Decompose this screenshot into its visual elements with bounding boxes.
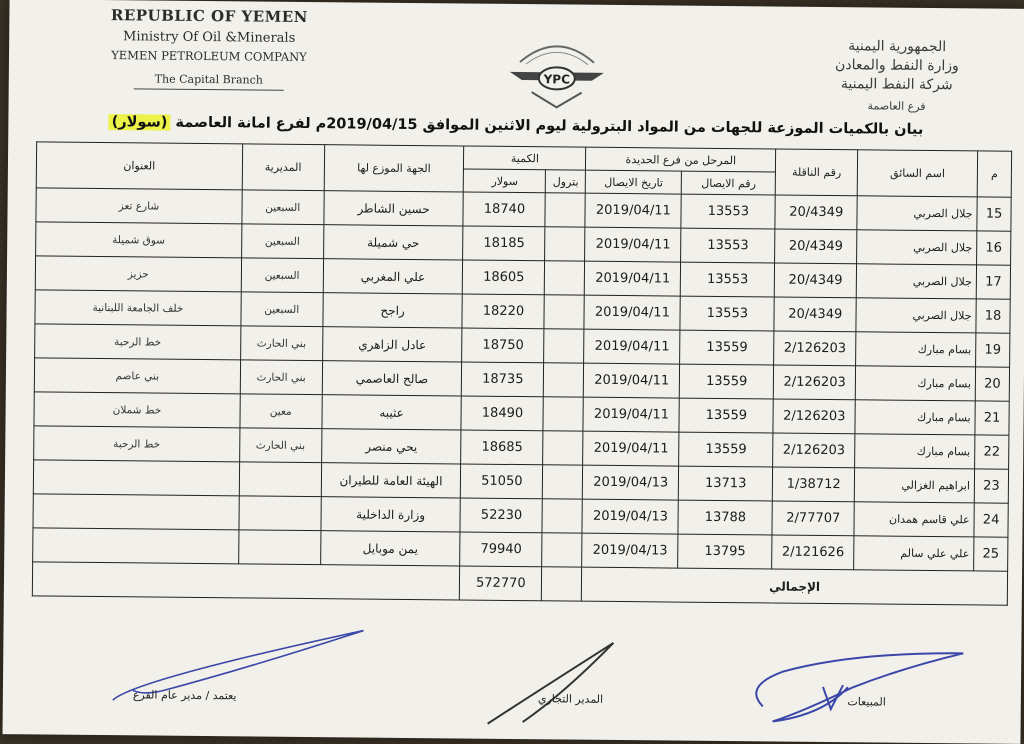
diesel-cell: 18605 (463, 260, 545, 295)
petrol-cell (545, 193, 585, 227)
petrol-cell (544, 363, 584, 397)
diesel-cell: 18750 (462, 328, 544, 363)
diesel-cell: 18735 (462, 362, 544, 397)
tanker-cell: 2/126203 (774, 331, 856, 366)
district-cell: السبعين (241, 292, 323, 327)
diesel-cell: 51050 (461, 464, 543, 499)
district-cell: السبعين (241, 224, 323, 259)
driver-cell: علي علي سالم (854, 536, 974, 571)
tanker-cell: 1/38712 (773, 467, 855, 502)
address-cell: خط الرحبة (35, 324, 241, 360)
receipt-date-cell: 2019/04/11 (583, 431, 679, 466)
receipt-no-cell: 13553 (681, 228, 775, 263)
petrol-cell (545, 227, 585, 261)
driver-cell: جلال الصربي (857, 230, 977, 265)
diesel-cell: 18220 (462, 294, 544, 329)
diesel-cell: 18185 (463, 226, 545, 261)
branch-signature-label: يعتمد / مدير عام الفرع (132, 688, 237, 703)
col-header-from-hodeidah: المرحل من فرع الحديدة (586, 147, 776, 172)
letterhead-branch: The Capital Branch (79, 72, 339, 91)
tanker-cell: 20/4349 (774, 297, 856, 332)
recipient-cell: حسين الشاطر (324, 191, 464, 226)
driver-cell: جلال الصربي (856, 298, 976, 333)
driver-cell: جلال الصربي (857, 196, 977, 231)
commercial-signature-label: المدير التجاري (537, 692, 604, 706)
letterhead-branch-ar: فرع العاصمة (867, 99, 926, 113)
address-cell: حزيز (35, 256, 241, 292)
col-header-receipt-no: رقم الايصال (682, 171, 776, 195)
col-header-address: العنوان (36, 142, 242, 190)
address-cell: خط الرحبة (34, 426, 240, 462)
petrol-cell (543, 397, 583, 431)
row-number: 15 (977, 197, 1011, 231)
receipt-no-cell: 13713 (679, 466, 773, 501)
sales-signature-label: المبيعات (847, 695, 886, 709)
recipient-cell: صالح العاصمي (322, 361, 462, 396)
driver-cell: ابراهيم الغزالي (854, 468, 974, 503)
petrol-cell (543, 465, 583, 499)
document-page (2, 0, 1024, 744)
receipt-date-cell: 2019/04/11 (585, 261, 681, 296)
receipt-date-cell: 2019/04/13 (582, 533, 678, 568)
total-petrol-cell (542, 567, 582, 601)
recipient-cell: وزارة الداخلية (321, 497, 461, 532)
diesel-cell: 79940 (460, 532, 542, 567)
driver-cell: بسام مبارك (855, 366, 975, 401)
col-header-diesel: سولار (464, 169, 546, 193)
receipt-date-cell: 2019/04/11 (584, 295, 680, 330)
letterhead-company-ar: شركة النفط اليمنية (840, 76, 953, 94)
col-header-no: م (977, 151, 1011, 197)
tanker-cell: 2/126203 (773, 433, 855, 468)
receipt-date-cell: 2019/04/11 (585, 193, 681, 228)
address-cell (33, 494, 239, 530)
district-cell: السبعين (241, 258, 323, 293)
letterhead-country: REPUBLIC OF YEMEN (110, 6, 308, 26)
tanker-cell: 20/4349 (774, 263, 856, 298)
arabic-letterhead (806, 37, 987, 117)
driver-cell: بسام مبارك (856, 332, 976, 367)
col-header-quantity: الكمية (464, 146, 586, 170)
receipt-date-cell: 2019/04/13 (582, 499, 678, 534)
petrol-cell (544, 295, 584, 329)
district-cell: بني الحارث (240, 360, 322, 395)
letterhead-country-ar: الجمهورية اليمنية (848, 38, 947, 56)
receipt-no-cell: 13795 (678, 534, 772, 569)
address-cell: شارع تعز (36, 188, 242, 224)
logo-text: YPC (543, 72, 571, 87)
driver-cell: جلال الصربي (856, 264, 976, 299)
address-cell (33, 528, 239, 564)
receipt-date-cell: 2019/04/11 (584, 363, 680, 398)
district-cell: بني الحارث (239, 428, 321, 463)
petrol-cell (544, 329, 584, 363)
tanker-cell: 20/4349 (775, 229, 857, 264)
recipient-cell: يحي منصر (321, 429, 461, 464)
recipient-cell: علي المغربي (323, 259, 463, 294)
row-number: 20 (975, 367, 1009, 401)
receipt-no-cell: 13553 (681, 194, 775, 229)
table-body (33, 188, 1012, 571)
receipt-date-cell: 2019/04/11 (585, 227, 681, 262)
letterhead-ministry-ar: وزارة النفط والمعادن (835, 57, 959, 75)
district-cell: السبعين (242, 190, 324, 225)
diesel-cell: 52230 (460, 498, 542, 533)
address-cell: خط شملان (34, 392, 240, 428)
recipient-cell: عثيبه (322, 395, 462, 430)
letterhead-company: YEMEN PETROLEUM COMPANY (111, 48, 307, 64)
tanker-cell: 2/126203 (773, 365, 855, 400)
tanker-cell: 20/4349 (775, 195, 857, 230)
letterhead-ministry: Ministry Of Oil &Minerals (123, 29, 296, 46)
recipient-cell: راجح (323, 293, 463, 328)
driver-cell: بسام مبارك (855, 434, 975, 469)
receipt-date-cell: 2019/04/11 (584, 329, 680, 364)
district-cell: معين (240, 394, 322, 429)
address-cell: سوق شميلة (36, 222, 242, 258)
distribution-table (32, 141, 1012, 605)
english-letterhead (79, 6, 340, 91)
total-blank-cell (32, 562, 460, 600)
row-number: 21 (975, 401, 1009, 435)
receipt-no-cell: 13788 (678, 500, 772, 535)
row-number: 19 (976, 333, 1010, 367)
document-title (111, 114, 924, 138)
recipient-cell: عادل الزاهري (322, 327, 462, 362)
commercial-signature-icon (473, 634, 634, 736)
address-cell (33, 460, 239, 496)
recipient-cell: الهيئة العامة للطيران (321, 463, 461, 498)
receipt-no-cell: 13553 (680, 296, 774, 331)
receipt-no-cell: 13559 (680, 330, 774, 365)
col-header-recipient: الجهة الموزع لها (324, 145, 464, 192)
recipient-cell: حي شميلة (323, 225, 463, 260)
district-cell (239, 462, 321, 497)
tanker-cell: 2/126203 (773, 399, 855, 434)
diesel-cell: 18740 (463, 192, 545, 227)
receipt-date-cell: 2019/04/13 (583, 465, 679, 500)
col-header-petrol: بترول (546, 170, 586, 193)
diesel-cell: 18685 (461, 430, 543, 465)
col-header-tanker: رقم الناقلة (775, 149, 857, 196)
row-number: 23 (974, 469, 1008, 503)
recipient-cell: يمن موبايل (320, 531, 460, 566)
petrol-cell (543, 431, 583, 465)
tanker-cell: 2/77707 (772, 501, 854, 536)
sales-signature-icon (703, 626, 1004, 739)
petrol-cell (542, 499, 582, 533)
title-text: بيان بالكميات الموزعة للجهات من المواد البترولية ليوم الاثنين الموافق 2019/04/15م لفرع امانة العاصمة (175, 114, 924, 138)
row-number: 25 (974, 537, 1008, 571)
district-cell (238, 530, 320, 565)
row-number: 18 (976, 299, 1010, 333)
district-cell: بني الحارث (240, 326, 322, 361)
total-value: 572770 (460, 566, 542, 601)
tanker-cell: 2/121626 (772, 535, 854, 570)
row-number: 24 (974, 503, 1008, 537)
address-cell: خلف الجامعة اللبنانية (35, 290, 241, 326)
receipt-date-cell: 2019/04/11 (583, 397, 679, 432)
total-label: الإجمالي (582, 567, 1008, 605)
diesel-cell: 18490 (461, 396, 543, 431)
petrol-cell (545, 261, 585, 295)
address-cell: بني عاصم (34, 358, 240, 394)
row-number: 22 (975, 435, 1009, 469)
driver-cell: بسام مبارك (855, 400, 975, 435)
col-header-driver: اسم السائق (857, 150, 977, 197)
row-number: 16 (977, 231, 1011, 265)
title-highlight: (سولار) (109, 114, 171, 131)
row-number: 17 (976, 265, 1010, 299)
petrol-cell (542, 533, 582, 567)
receipt-no-cell: 13559 (679, 432, 773, 467)
receipt-no-cell: 13559 (680, 364, 774, 399)
receipt-no-cell: 13553 (681, 262, 775, 297)
district-cell (239, 496, 321, 531)
col-header-receipt-date: تاريخ الايصال (586, 170, 682, 194)
col-header-district: المديرية (242, 144, 324, 191)
ypc-logo-icon (501, 22, 612, 113)
driver-cell: علي قاسم همدان (854, 502, 974, 537)
receipt-no-cell: 13559 (679, 398, 773, 433)
